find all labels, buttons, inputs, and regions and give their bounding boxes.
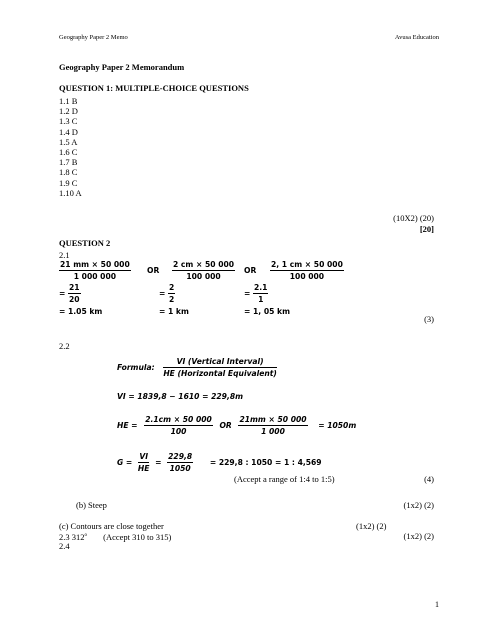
q2-2-accept: (Accept a range of 1:4 to 1:5) <box>234 474 335 484</box>
mcq-answer: 1.4 D <box>59 126 78 137</box>
mcq-answer: 1.8 C <box>59 167 78 178</box>
vi-calculation: VI = 1839,8 − 1610 = 229,8m <box>117 392 244 401</box>
calc2-fraction <box>172 260 235 281</box>
mcq-answer: 1.10 A <box>59 187 82 198</box>
question1-heading: QUESTION 1: MULTIPLE-CHOICE QUESTIONS <box>59 83 249 93</box>
he1-numerator: 2.1cm × 50 000 <box>145 415 212 424</box>
b-answer: (b) Steep <box>76 500 107 510</box>
he2-numerator: 21mm × 50 000 <box>239 415 307 424</box>
calc1-step-num: 21 <box>69 283 80 292</box>
header-right: Avusa Education <box>394 34 439 41</box>
q2-3-number: 2.3 <box>59 531 70 542</box>
q2-3-answer <box>59 531 171 542</box>
gradient-value-num: 229,8 <box>168 452 193 461</box>
c-marks: (1x2) (2) <box>356 521 387 531</box>
gradient-value-den: 1050 <box>169 464 191 473</box>
q2-3-accept: (Accept 310 to 315) <box>103 531 172 542</box>
calc3-numerator: 2, 1 cm × 50 000 <box>271 260 343 269</box>
gradient-ratio: = 229,8 : 1050 = 1 : 4,569 <box>209 458 322 467</box>
calc2-step-num: 2 <box>169 283 175 292</box>
calc2-denominator: 100 000 <box>186 272 221 281</box>
calc2-step-den: 2 <box>169 295 175 304</box>
mcq-answer-list <box>59 96 82 198</box>
q2-3-marks: (1x2) (2) <box>403 531 434 541</box>
calc3-fraction <box>270 260 344 281</box>
q2-2-marks: (4) <box>424 474 434 484</box>
q2-3-value: 312 <box>71 531 85 542</box>
gradient-num: VI <box>139 452 149 461</box>
mcq-answer: 1.6 C <box>59 147 78 158</box>
mcq-answer: 1.1 B <box>59 96 78 106</box>
calc2-result: = 1 km <box>159 307 189 316</box>
q2-2-number: 2.2 <box>59 341 70 351</box>
question1-marks: (10X2) (20) <box>393 213 434 223</box>
question2-heading: QUESTION 2 <box>59 238 111 248</box>
calc1-numerator: 21 mm × 50 000 <box>60 260 130 269</box>
calc1-step-den: 20 <box>69 295 80 304</box>
calc3-step-den: 1 <box>258 295 264 304</box>
mcq-answer: 1.5 A <box>59 136 78 147</box>
he1-denominator: 100 <box>170 427 187 436</box>
calc3-step-num: 2.1 <box>254 283 268 292</box>
calc2-numerator: 2 cm × 50 000 <box>173 260 235 269</box>
calc1-result: = 1.05 km <box>59 307 103 316</box>
mcq-answer: 1.9 C <box>59 177 78 188</box>
he-calculation <box>117 415 356 436</box>
calc3-step: = $\frac{2.1}{1}$ <box>244 283 268 304</box>
q2-4-number: 2.4 <box>59 541 70 551</box>
or-label-2: OR <box>244 266 257 275</box>
c-answer: (c) Contours are close together <box>59 521 164 531</box>
he-result: = 1050m <box>318 421 357 430</box>
degree-symbol: o <box>84 533 87 538</box>
calc3-result: = 1, 05 km <box>244 307 290 316</box>
he-or: OR <box>219 421 232 430</box>
question1-total: [20] <box>419 224 434 234</box>
q2-1-marks: (3) <box>424 314 434 324</box>
calc3-denominator: 100 000 <box>289 272 325 281</box>
page-number: 1 <box>435 600 439 609</box>
formula-denominator: HE (Horizontal Equivalent) <box>163 369 277 378</box>
mcq-answer: 1.7 B <box>59 157 78 168</box>
formula <box>117 357 277 378</box>
mcq-answer: 1.3 C <box>59 116 78 127</box>
gradient-calculation <box>117 452 322 473</box>
calc1-step: = $\frac{21}{20}$ <box>59 283 80 304</box>
mcq-answer: 1.2 D <box>59 106 78 117</box>
calc2-step: = $\frac{2}{2}$ <box>159 283 175 304</box>
calc1-denominator: 1 000 000 <box>73 272 117 281</box>
gradient-den: HE <box>137 464 150 473</box>
b-marks: (1x2) (2) <box>403 500 434 510</box>
page-title: Geography Paper 2 Memorandum <box>59 62 185 72</box>
calc1-fraction <box>59 260 131 281</box>
he-label: HE = <box>117 421 138 430</box>
or-label-1: OR <box>147 266 160 275</box>
gradient-label: G = <box>117 458 133 467</box>
gradient-equals: = <box>155 458 162 467</box>
q2-1-number: 2.1 <box>59 250 70 260</box>
formula-label: Formula: <box>117 363 155 372</box>
formula-numerator: VI (Vertical Interval) <box>163 357 277 368</box>
he2-denominator: 1 000 <box>261 427 285 436</box>
header-left: Geography Paper 2 Memo <box>59 34 128 41</box>
